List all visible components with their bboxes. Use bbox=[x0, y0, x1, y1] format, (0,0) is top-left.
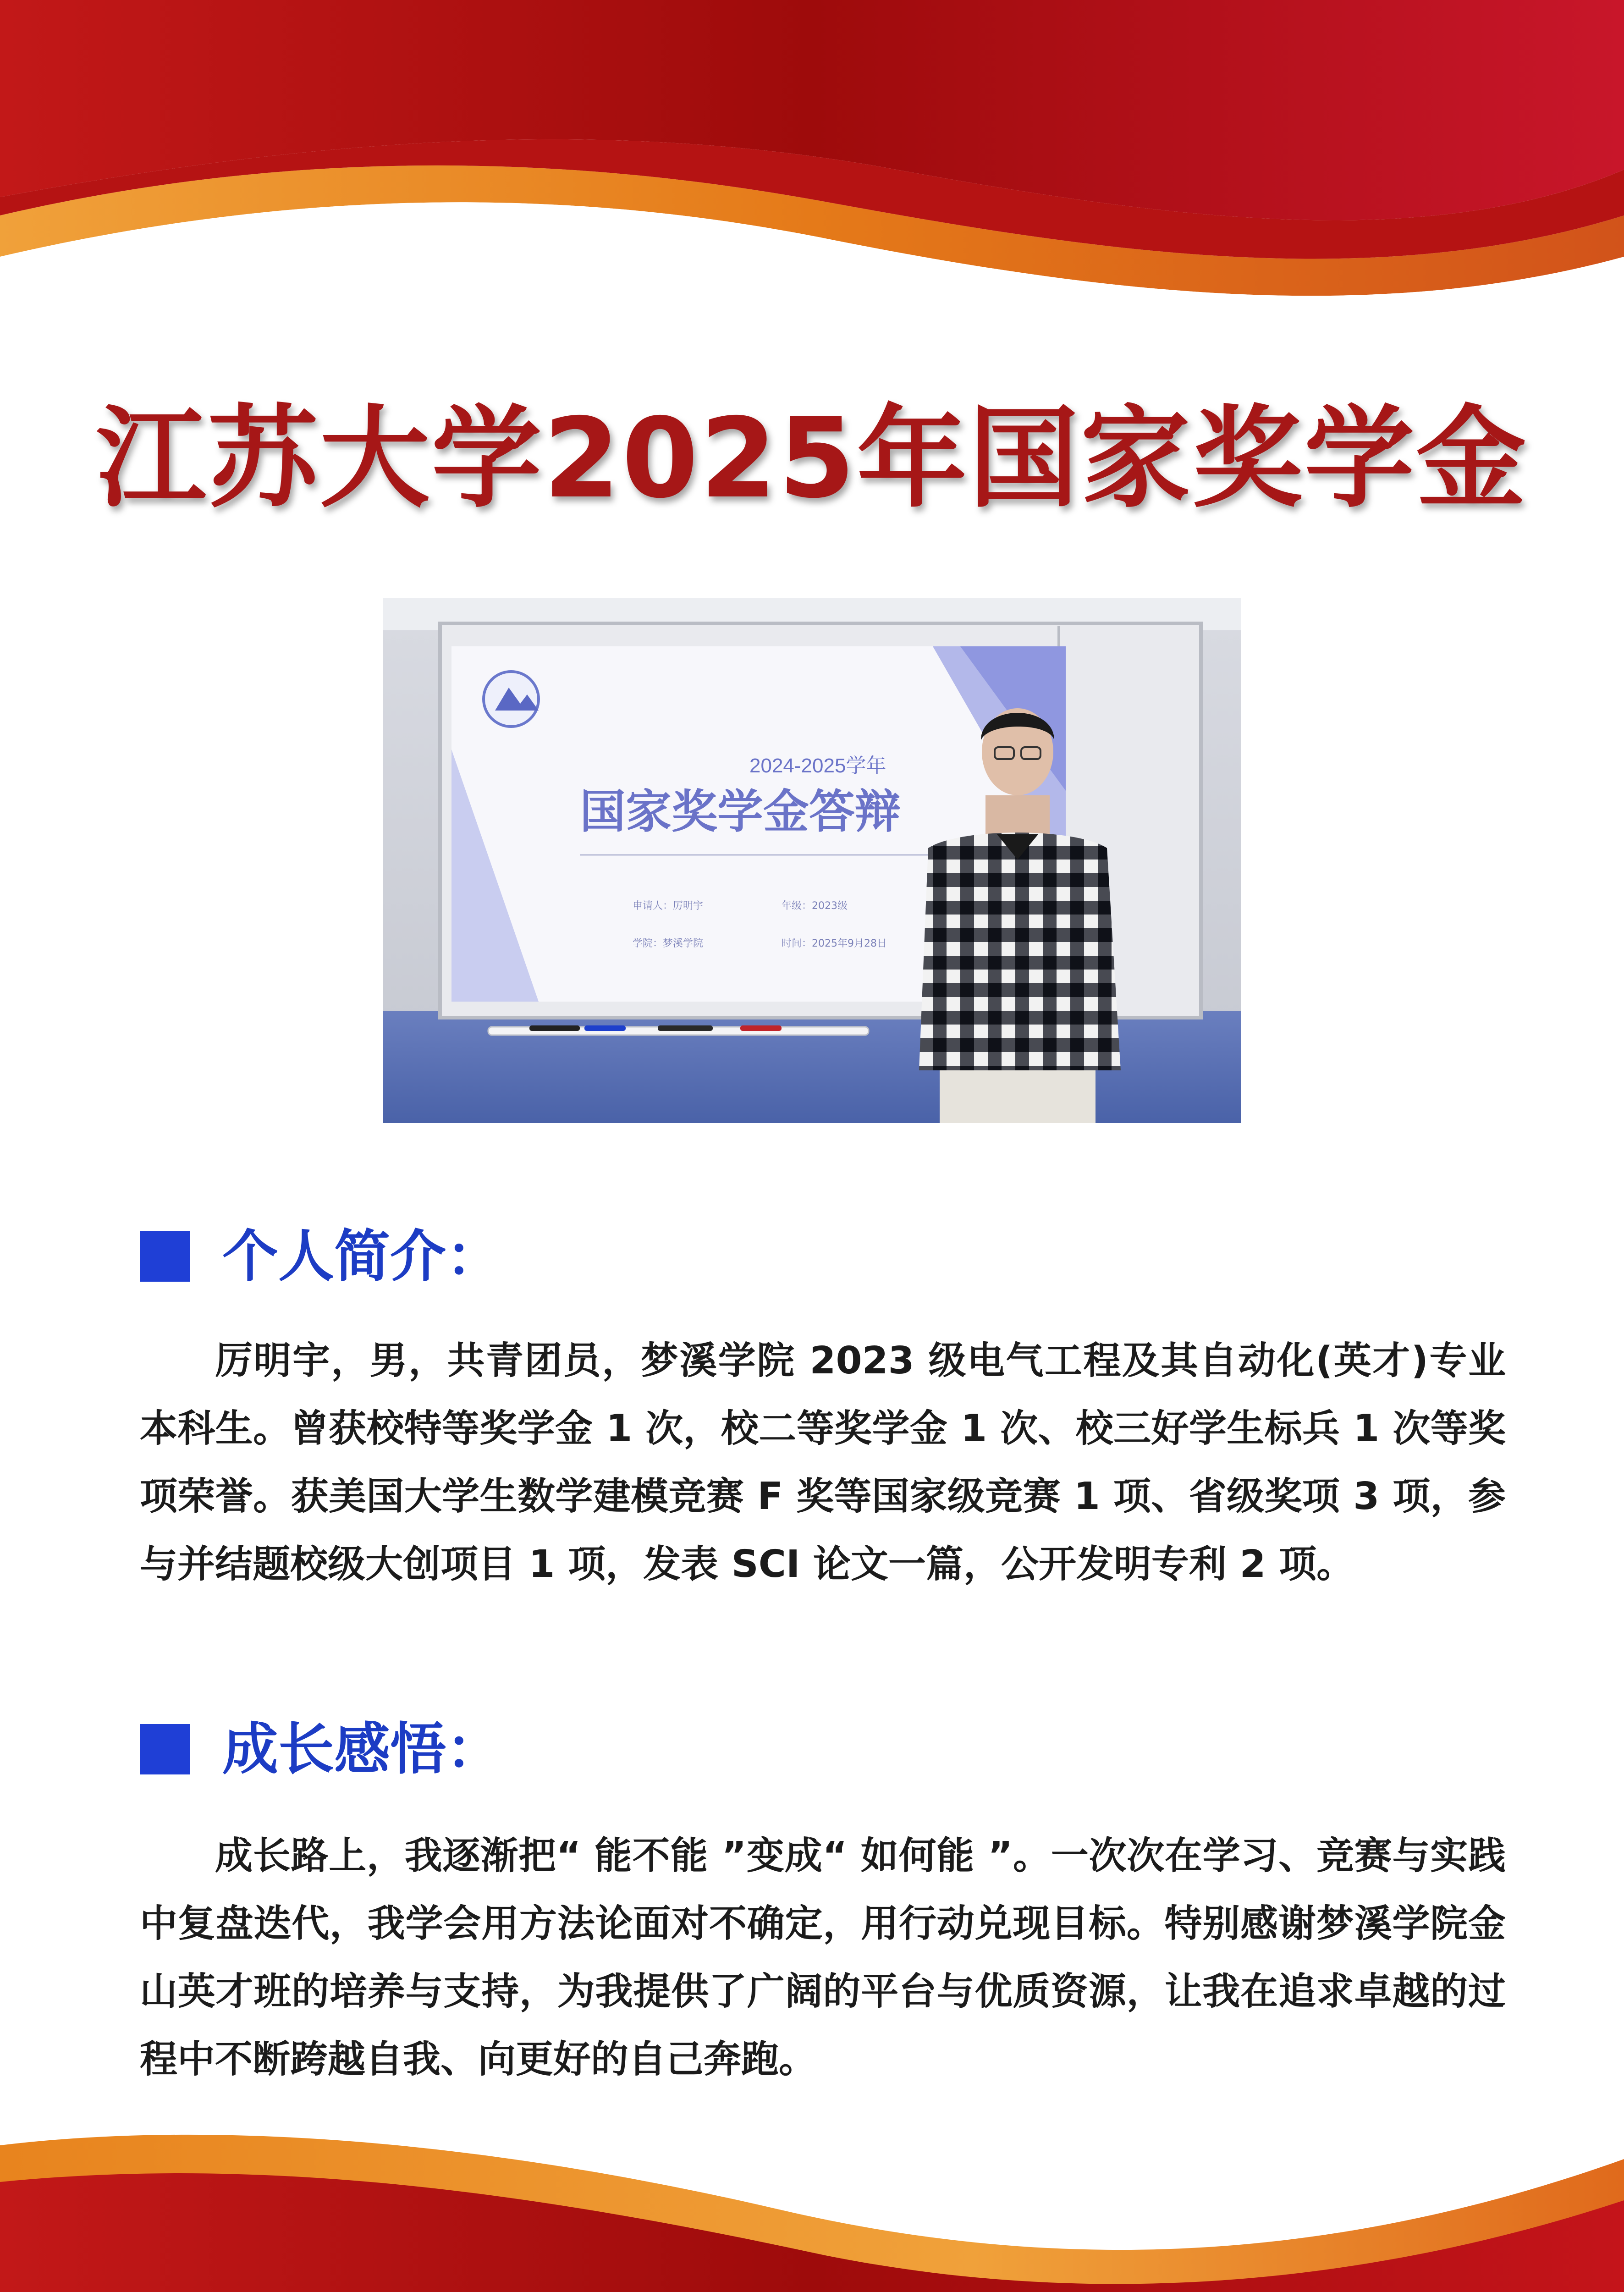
slide-title: 国家奖学金答辩 bbox=[580, 785, 901, 838]
photo-scene bbox=[383, 598, 1241, 1123]
section-heading-label: 个人简介： bbox=[222, 1223, 502, 1289]
defense-photo bbox=[383, 598, 1241, 1123]
square-bullet-icon bbox=[140, 1724, 190, 1774]
square-bullet-icon bbox=[140, 1231, 190, 1282]
slide-date: 时间：2025年9月28日 bbox=[782, 938, 887, 949]
top-wave-decoration bbox=[0, 0, 1624, 394]
slide-grade: 年级：2023级 bbox=[782, 900, 848, 912]
student-shirt bbox=[919, 832, 1121, 1070]
slide-college: 学院：梦溪学院 bbox=[633, 938, 704, 949]
section-heading-label: 成长感悟： bbox=[222, 1716, 502, 1782]
slide-applicant: 申请人：厉明宇 bbox=[633, 900, 704, 912]
section-heading-profile bbox=[140, 1219, 1515, 1293]
page-title: 江苏大学2025年国家奖学金 bbox=[96, 394, 1528, 523]
section-heading-reflection bbox=[140, 1712, 1515, 1785]
profile-paragraph: 厉明宇，男，共青团员，梦溪学院 2023 级电气工程及其自动化(英才)专业本科生。曾获校特等奖学金 1 次，校二等奖学金 1 次、校三好学生标兵 1 次等奖项荣誉。获美国大学生数学建模竞赛 F 奖等国家级竞赛 1 项、省级奖项 3 项，参与并结题校级大创项目 1 项，发表 SCI 论文一篇，公开发明专利 2 项。 bbox=[140, 1339, 1506, 1586]
reflection-paragraph: 成长路上，我逐渐把“ 能不能 ”变成“ 如何能 ”。一次次在学习、竞赛与实践中复盘迭代，我学会用方法论面对不确定，用行动兑现目标。特别感谢梦溪学院金山英才班的培养与支持，为我提供了广阔的平台与优质资源，让我在追求卓越的过程中不断跨越自我、向更好的自己奔跑。 bbox=[140, 1834, 1506, 2081]
bottom-wave-decoration bbox=[0, 2090, 1624, 2292]
slide-year: 2024-2025学年 bbox=[749, 755, 886, 777]
